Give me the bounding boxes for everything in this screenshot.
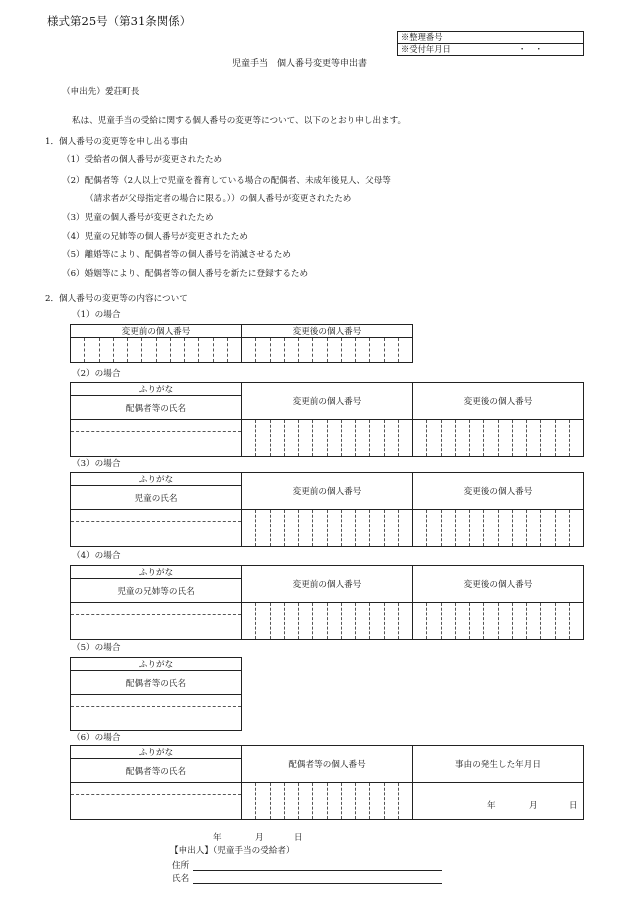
date-day: 日 xyxy=(294,833,303,843)
after-number-header: 変更後の個人番号 xyxy=(413,383,584,420)
furigana-input[interactable] xyxy=(71,695,242,707)
furigana-header: ふりがな xyxy=(71,473,242,486)
applicant-label: 【申出人】（児童手当の受給者） xyxy=(170,846,295,856)
before-number-input[interactable] xyxy=(71,338,242,363)
after-number-input[interactable] xyxy=(413,603,584,640)
year-unit: 年 xyxy=(487,801,496,811)
case4-table xyxy=(70,565,584,640)
after-number-header: 変更後の個人番号 xyxy=(413,566,584,603)
event-date-header: 事由の発生した年月日 xyxy=(413,746,584,783)
reason-item: （1）受給者の個人番号が変更されたため xyxy=(62,155,223,165)
after-number-header: 変更後の個人番号 xyxy=(242,325,413,338)
name-header: 児童の氏名 xyxy=(71,486,242,510)
name-header: 配偶者等の氏名 xyxy=(71,671,242,695)
form-number: 様式第25号（第31条関係） xyxy=(47,14,192,28)
name-label: 氏名 xyxy=(172,874,190,884)
reason-item: （3）児童の個人番号が変更されたため xyxy=(62,213,214,223)
reason-item-continued: （請求者が父母指定者の場合に限る。））の個人番号が変更されたため xyxy=(85,194,352,204)
date-month: 月 xyxy=(255,833,264,843)
case5-label: （5）の場合 xyxy=(72,643,121,653)
before-number-input[interactable] xyxy=(242,510,413,547)
received-date-field: ※受付年月日 ・ ・ xyxy=(398,43,583,55)
case1-label: （1）の場合 xyxy=(72,310,121,320)
after-number-input[interactable] xyxy=(242,338,413,363)
case2-table xyxy=(70,382,584,457)
name-input[interactable] xyxy=(71,707,242,731)
before-number-header: 変更前の個人番号 xyxy=(71,325,242,338)
furigana-input[interactable] xyxy=(71,783,242,795)
reason-item: （4）児童の兄姉等の個人番号が変更されたため xyxy=(62,232,248,242)
case2-label: （2）の場合 xyxy=(72,369,121,379)
name-input[interactable] xyxy=(71,615,242,640)
office-use-box xyxy=(397,31,584,56)
after-number-input[interactable] xyxy=(413,510,584,547)
address-label: 住所 xyxy=(172,861,190,871)
date-year: 年 xyxy=(213,833,222,843)
name-header: 配偶者等の氏名 xyxy=(71,396,242,420)
name-line[interactable] xyxy=(193,883,442,884)
name-header: 配偶者等の氏名 xyxy=(71,759,242,783)
section1-heading: 1．個人番号の変更等を申し出る事由 xyxy=(45,137,188,147)
before-number-header: 変更前の個人番号 xyxy=(242,566,413,603)
month-unit: 月 xyxy=(529,801,538,811)
case5-table xyxy=(70,657,242,731)
case4-label: （4）の場合 xyxy=(72,551,121,561)
furigana-input[interactable] xyxy=(71,420,242,432)
furigana-header: ふりがな xyxy=(71,383,242,396)
spouse-number-input[interactable] xyxy=(242,783,413,820)
case6-table xyxy=(70,745,584,820)
name-header: 児童の兄姉等の氏名 xyxy=(71,579,242,603)
addressee: （申出先）愛荘町長 xyxy=(62,87,140,97)
section2-heading: 2．個人番号の変更等の内容について xyxy=(45,294,188,304)
reason-item: （5）離婚等により、配偶者等の個人番号を消滅させるため xyxy=(62,250,291,260)
after-number-input[interactable] xyxy=(413,420,584,457)
furigana-input[interactable] xyxy=(71,603,242,615)
reason-item: （6）婚姻等により、配偶者等の個人番号を新たに登録するため xyxy=(62,269,309,279)
case3-label: （3）の場合 xyxy=(72,459,121,469)
case6-label: （6）の場合 xyxy=(72,733,121,743)
after-number-header: 変更後の個人番号 xyxy=(413,473,584,510)
before-number-header: 変更前の個人番号 xyxy=(242,473,413,510)
name-input[interactable] xyxy=(71,795,242,820)
case1-table xyxy=(70,324,413,363)
page-title: 児童手当 個人番号変更等申出書 xyxy=(232,59,368,69)
intro-text: 私は、児童手当の受給に関する個人番号の変更等について、以下のとおり申し出ます。 xyxy=(72,116,407,126)
furigana-header: ふりがな xyxy=(71,566,242,579)
before-number-input[interactable] xyxy=(242,603,413,640)
address-line[interactable] xyxy=(193,870,442,871)
event-date-input[interactable] xyxy=(413,783,584,820)
furigana-header: ふりがな xyxy=(71,658,242,671)
reason-item: （2）配偶者等（2人以上で児童を養育している場合の配偶者、未成年後見人、父母等 xyxy=(62,176,391,186)
before-number-header: 変更前の個人番号 xyxy=(242,383,413,420)
furigana-input[interactable] xyxy=(71,510,242,522)
name-input[interactable] xyxy=(71,432,242,457)
day-unit: 日 xyxy=(569,801,578,811)
furigana-header: ふりがな xyxy=(71,746,242,759)
ref-number-field: ※整理番号 xyxy=(401,32,443,42)
case3-table xyxy=(70,472,584,547)
spouse-number-header: 配偶者等の個人番号 xyxy=(242,746,413,783)
name-input[interactable] xyxy=(71,522,242,547)
before-number-input[interactable] xyxy=(242,420,413,457)
